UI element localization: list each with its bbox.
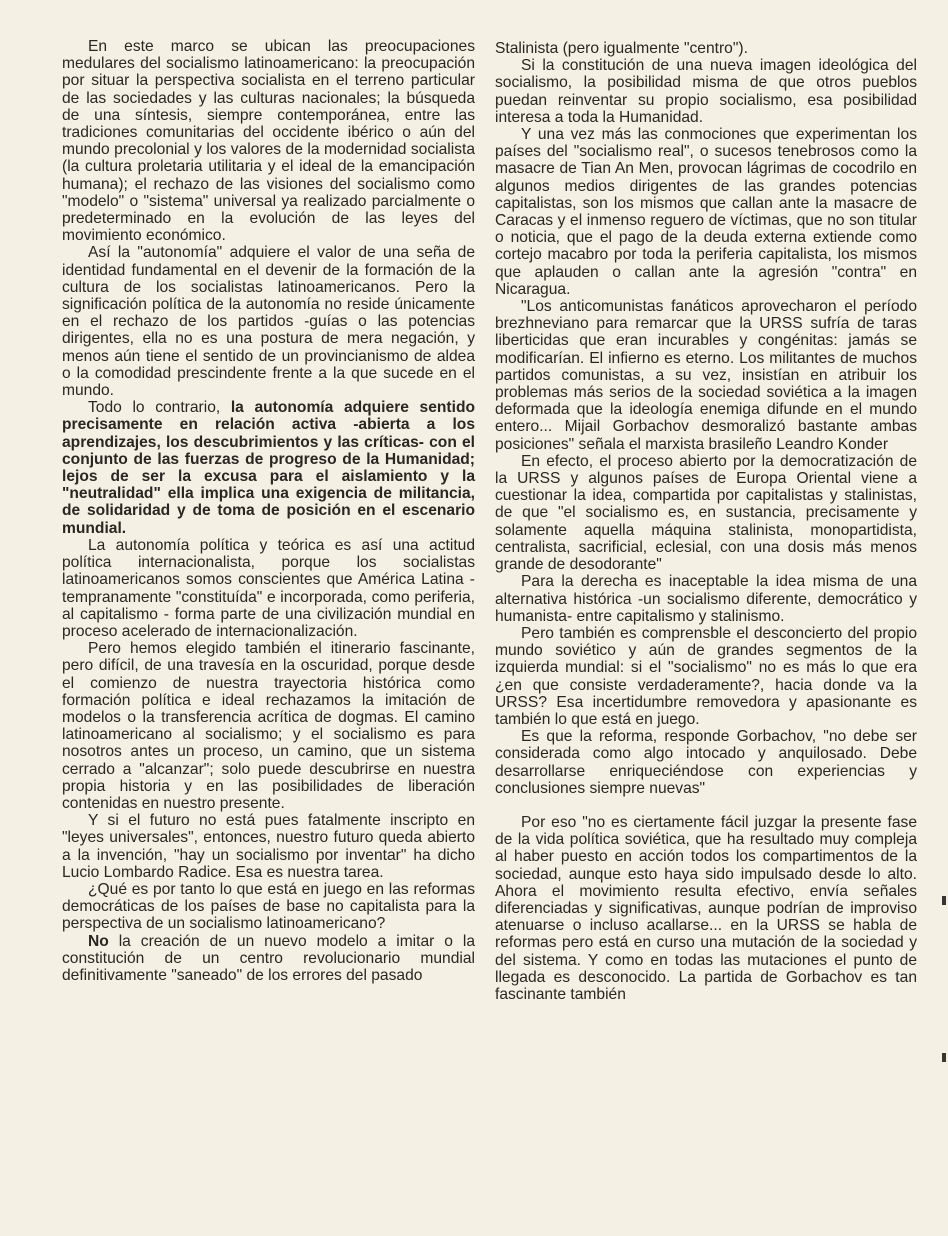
paragraph: Pero hemos elegido también el itinerario fascinante, pero difícil, de una travesía en la oscuridad, porque desde el comienzo de nuestra trayectoria histórica como formación política e ideal rechazamos la imitación de modelos o la transferencia acrítica de dogmas. El camino latinoamericano al socialismo; y el socialismo es para nosotros antes un proceso, un camino, que un sistema cerrado a "alcanzar"; solo puede descubrirse en nuestra propia historia y en las posibilidades de liberación contenidas en nuestro presente. (62, 640, 475, 812)
paragraph: Y una vez más las conmociones que experimentan los países del "socialismo real", o sucesos tenebrosos como la masacre de Tian An Men, provocan lágrimas de cocodrilo en algunos medios dirigentes de las grandes potencias capitalistas, son los mismos que callan ante la masacre de Caracas y el inmenso reguero de víctimas, que no son titular o noticia, que el pago de la deuda externa extiende como cortejo macabro por toda la periferia capitalista, los mismos que aplauden o callan ante la agresión "contra" en Nicaragua. (495, 126, 917, 298)
paragraph: Es que la reforma, responde Gorbachov, "no debe ser considerada como algo intocado y anquilosado. Debe desarrollarse enriqueciéndose con experiencias y conclusiones siempre nuevas" (495, 728, 917, 797)
paragraph: Así la "autonomía" adquiere el valor de una seña de identidad fundamental en el devenir de la formación de la cultura de los socialistas latinoamericanos. Pero la significación política de la autonomía no reside únicamente en el rechazo de los partidos -guías o las potencias dirigentes, ella no es una postura de mera negación, y menos aún tiene el sentido de un provincianismo de aldea o la comodidad prescindente frente a la que sucede en el mundo. (62, 244, 475, 400)
paragraph (62, 933, 475, 985)
paragraph (62, 399, 475, 537)
scan-edge-mark (942, 1053, 946, 1062)
paragraph-lead: Todo lo contrario, (88, 399, 231, 417)
paragraph: La autonomía política y teórica es así una actitud política internacionalista, porque los socialistas latinoamericanos somos conscientes que América Latina -tempranamente "constituída" e incorporada, como periferia, al capitalismo - forma parte de una civilización mundial en proceso acelerado de internacionalización. (62, 536, 475, 640)
right-column (495, 40, 917, 1003)
paragraph: En efecto, el proceso abierto por la democratización de la URSS y algunos países de Europa Oriental viene a cuestionar la idea, compartida por capitalistas y stalinistas, de que "el socialismo es, en sustancia, precisamente y solamente aquella máquina stalinista, monopartidista, centralista, sacrificial, eclesial, con una dosis más menos grande de desodorante" (495, 452, 917, 574)
paragraph: "Los anticomunistas fanáticos aprovecharon el período brezhneviano para remarcar que la URSS sufría de taras liberticidas que eran incurables y congénitas: jamás se modificarían. El infierno es eterno. Los militantes de muchos partidos comunistas, a su vez, insistían en atribuir los problemas más serios de la sociedad soviética a la imagen deformada que la ideología enemiga difunde en el mundo entero... Mijail Gorbachov desmoralizó bastante ambas posiciones" señala el marxista brasileño Leandro Konder (495, 298, 917, 453)
paragraph: Pero también es comprensble el desconcierto del propio mundo soviético y aún de grandes segmentos de la izquierda mundial: si el "socialismo" no es más lo que era ¿en que consiste verdaderamente?, hacia donde va la URSS? Esa incertidumbre removedora y apasionante es también lo que está en juego. (495, 624, 917, 728)
left-column (62, 38, 475, 984)
paragraph: Si la constitución de una nueva imagen ideológica del socialismo, la posibilidad misma de que otros pueblos puedan reinventar su propio socialismo, esa posibilidad interesa a toda la Humanidad. (495, 57, 917, 126)
paragraph-tail: la creación de un nuevo modelo a imitar o la constitución de un centro revolucionario mundial definitivamente "saneado" de los errores del pasado (62, 932, 475, 984)
bold-emphasis: No (88, 932, 109, 950)
paragraph: En este marco se ubican las preocupaciones medulares del socialismo latinoamericano: la preocupación por situar la perspectiva socialista en el terreno particular de las sociedades y las culturas nacionales; la búsqueda de una síntesis, siempre contemporánea, entre las tradiciones comunitarias del occidente ibérico o aún del mundo precolonial y los valores de la modernidad socialista (la cultura proletaria utilitaria y el ideal de la emancipación humana); el rechazo de las visiones del socialismo como "modelo" o "sistema" universal ya realizado parcialmente o predeterminado en la evolución de las leyes del movimiento económico. (62, 38, 475, 245)
paragraph-continuation: Stalinista (pero igualmente "centro"). (495, 40, 748, 57)
paragraph: Y si el futuro no está pues fatalmente inscripto en "leyes universales", entonces, nuestro futuro queda abierto a la invención, "hay un socialismo por inventar" ha dicho Lucio Lombardo Radice. Esa es nuestra tarea. (62, 812, 475, 881)
scan-edge-mark (942, 896, 946, 905)
bold-emphasis: la autonomía adquiere sentido precisamente en relación activa -abierta a los aprendizajes, los descubrimientos y las críticas- con el conjunto de las fuerzas de progreso de la Humanidad; lejos de ser la excusa para el aislamiento y la "neutralidad" ella implica una exigencia de militancia, de solidaridad y de toma de posición en el escenario mundial. (62, 399, 476, 537)
paragraph: ¿Qué es por tanto lo que está en juego en las reformas democráticas de los países de base no capitalista para la perspectiva de un socialismo latinoamericano? (62, 880, 475, 933)
paragraph: Para la derecha es inaceptable la idea misma de una alternativa histórica -un socialismo diferente, democrático y humanista- entre capitalismo y stalinismo. (495, 573, 917, 625)
paragraph: Por eso "no es ciertamente fácil juzgar la presente fase de la vida política soviética, que ha resultado muy compleja al haber puesto en acción todos los compartimentos de la sociedad, aunque esto haya sido impulsado desde lo alto. Ahora el movimiento resulta efectivo, envía señales diferenciadas y significativas, aunque podrían de improviso atenuarse o incluso acallarse... en la URSS se habla de reformas pero está en curso una mutación de la sociedad y del sistema. Y como en todas las mutaciones el punto de llegada es desconocido. La partida de Gorbachov es tan fascinante también (495, 813, 917, 1003)
